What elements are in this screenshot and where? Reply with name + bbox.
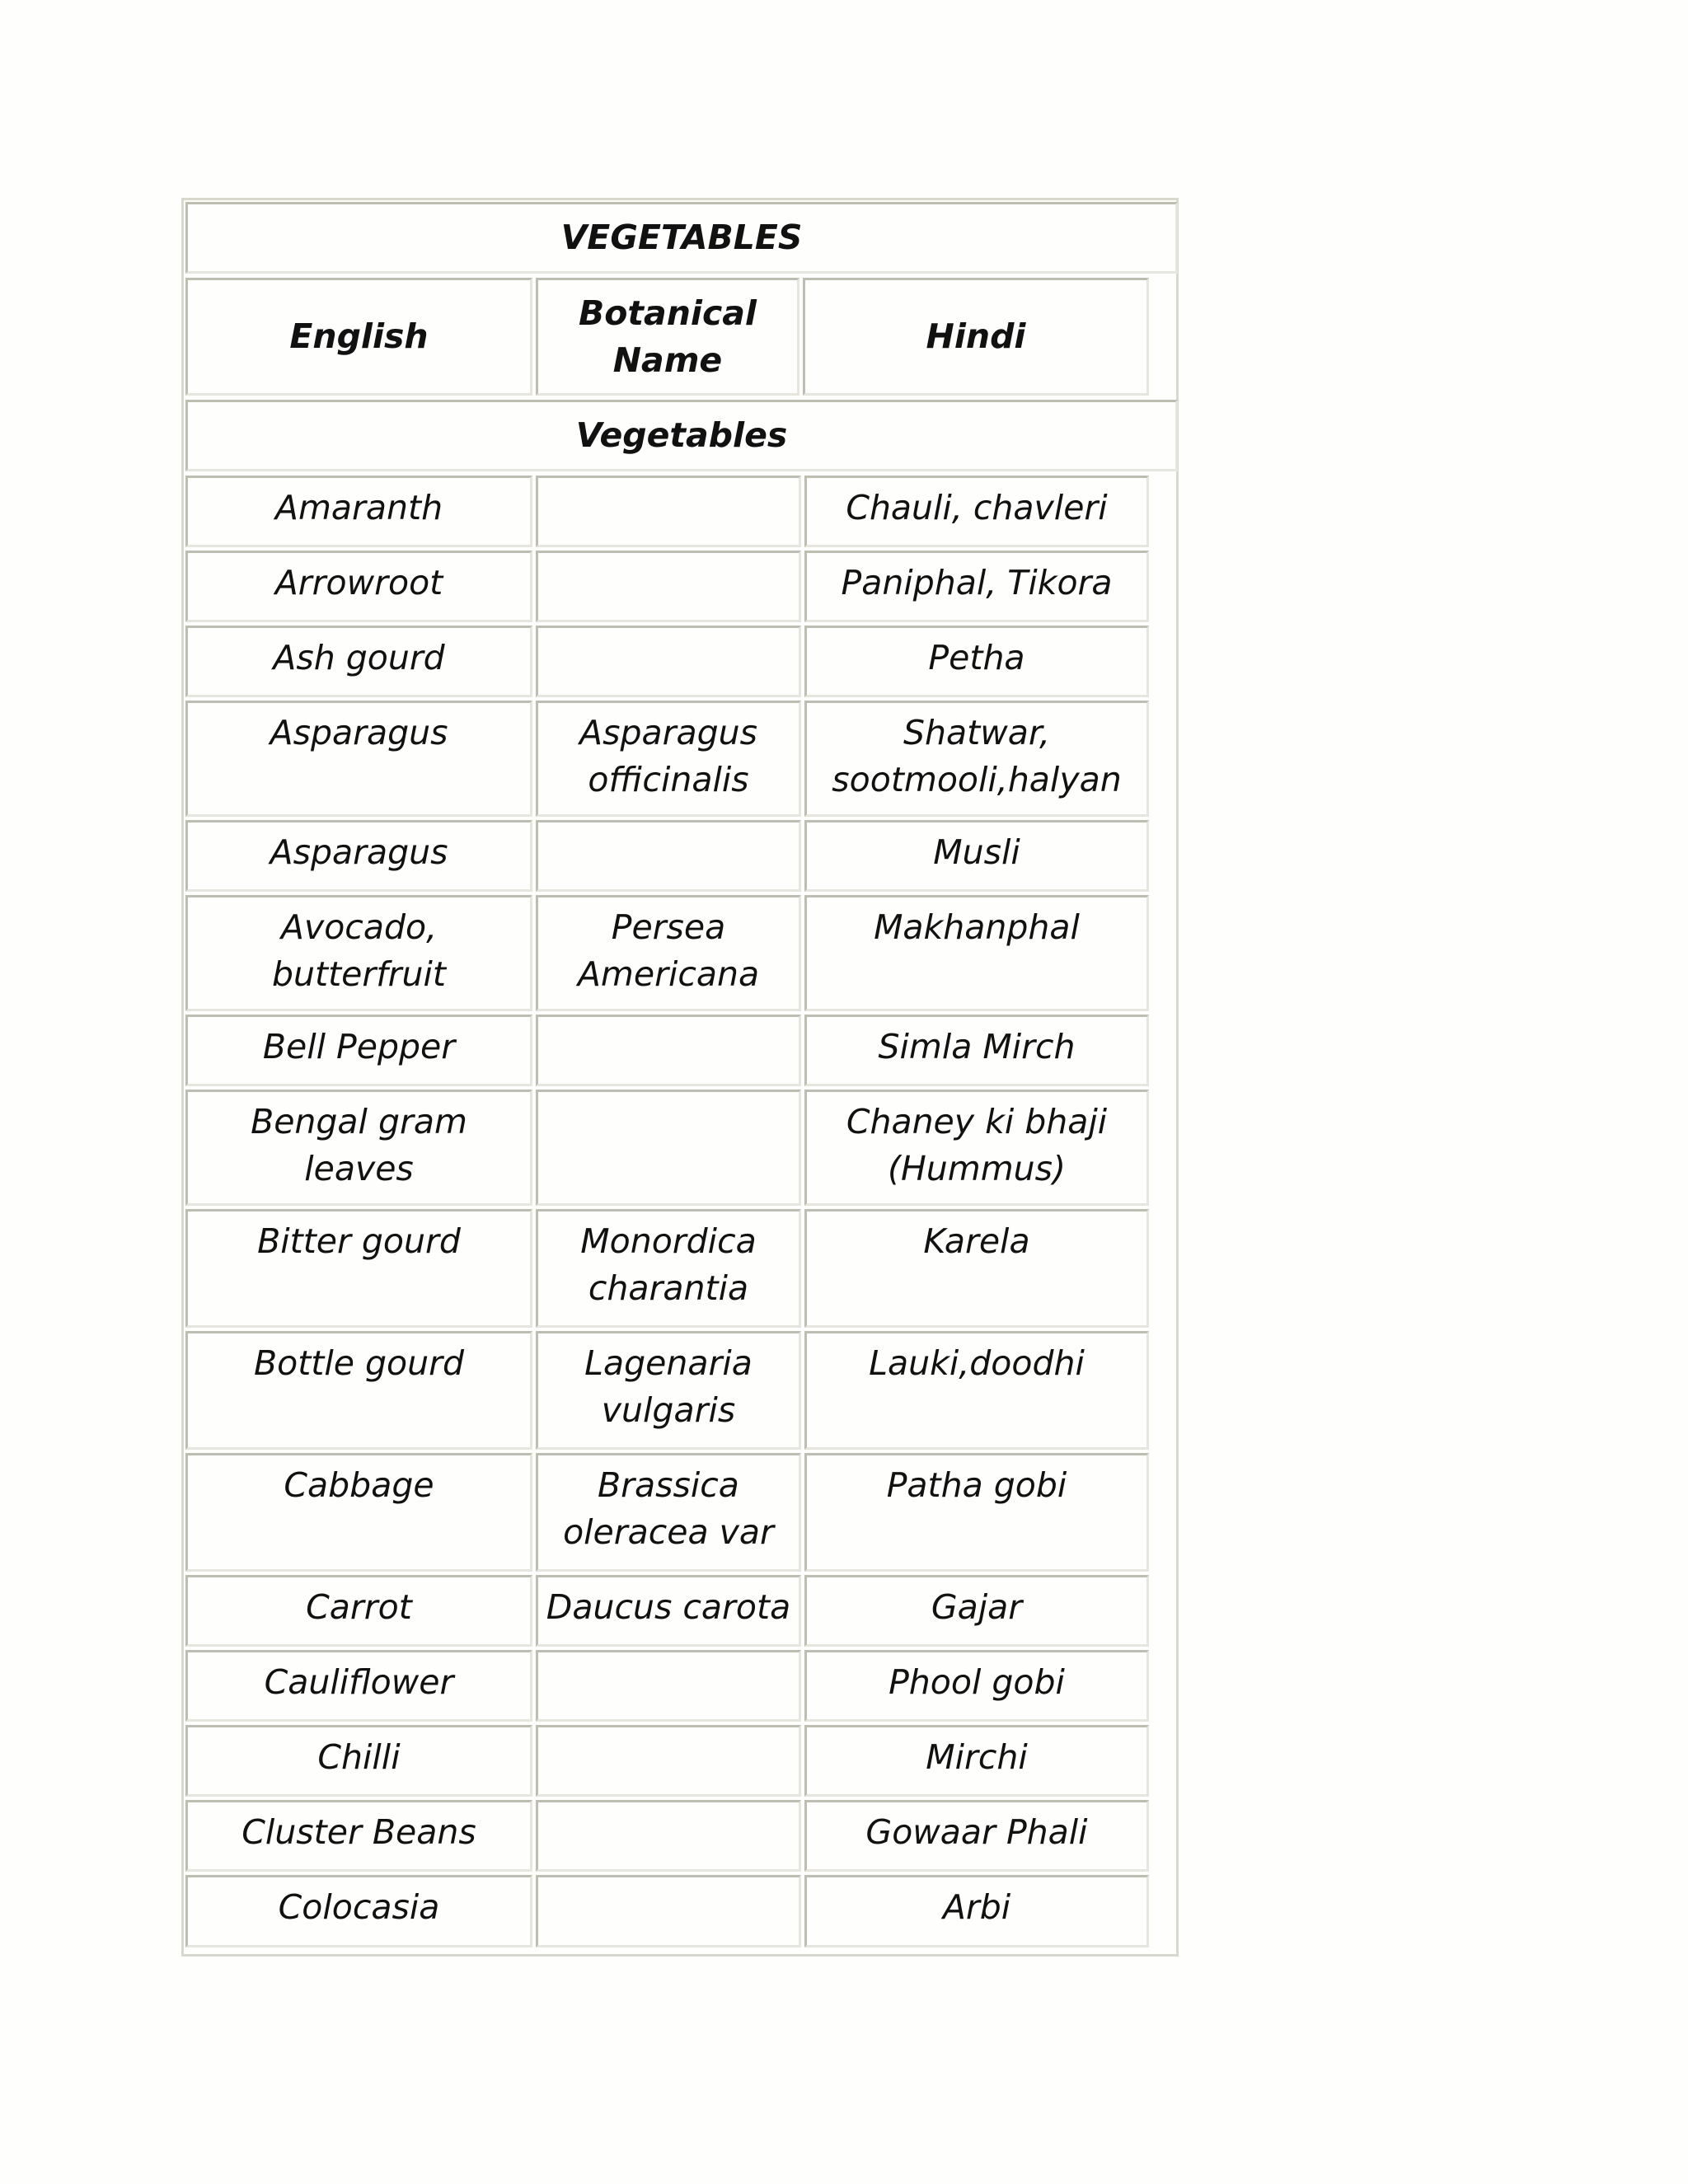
cell-text-english: Bell Pepper: [262, 1027, 456, 1066]
cell-text-english: Avocado, butterfruit: [272, 907, 446, 994]
table-cell-botanical: [536, 551, 801, 622]
cell-text-english: Arrowroot: [274, 563, 443, 602]
cell-text-hindi: Paniphal, Tikora: [841, 563, 1113, 602]
table-cell-botanical: [536, 1331, 801, 1450]
table-cell-english: [185, 1800, 532, 1872]
table-cell-english: [185, 1015, 532, 1086]
table-cell-english: [185, 1453, 532, 1572]
table-cell-english: [185, 476, 532, 547]
table-cell-english: [185, 551, 532, 622]
table-cell-botanical: [536, 1575, 801, 1647]
table-cell-english: [185, 1575, 532, 1647]
cell-text-botanical: Persea Americana: [577, 907, 760, 994]
table-cell-english: [185, 1725, 532, 1797]
table-cell-hindi: [804, 895, 1149, 1011]
cell-text-hindi: Simla Mirch: [878, 1027, 1076, 1066]
cell-text-english: Ash gourd: [273, 638, 445, 677]
table-title-text: VEGETABLES: [560, 218, 803, 257]
cell-text-hindi: Mirchi: [926, 1737, 1028, 1777]
cell-text-english: Chilli: [317, 1737, 401, 1777]
cell-text-hindi: Gajar: [931, 1587, 1023, 1627]
table-cell-english: [185, 701, 532, 817]
cell-text-english: Asparagus: [270, 832, 448, 872]
table-cell-hindi: [804, 1090, 1149, 1206]
table-cell-botanical: [536, 1650, 801, 1722]
header-hindi: [803, 278, 1149, 396]
table-cell-english: [185, 1650, 532, 1722]
cell-text-hindi: Patha gobi: [886, 1465, 1067, 1505]
table-cell-english: [185, 895, 532, 1011]
cell-text-english: Cauliflower: [264, 1662, 454, 1702]
cell-text-english: Bottle gourd: [254, 1343, 464, 1383]
table-cell-hindi: [804, 1575, 1149, 1647]
table-cell-botanical: [536, 820, 801, 892]
table-cell-botanical: [536, 701, 801, 817]
table-cell-english: [185, 1875, 532, 1947]
cell-text-hindi: Lauki,doodhi: [869, 1343, 1085, 1383]
table-cell-hindi: [804, 551, 1149, 622]
section-title: [185, 400, 1178, 471]
table-cell-english: [185, 1090, 532, 1206]
cell-text-hindi: Phool gobi: [889, 1662, 1065, 1702]
cell-text-hindi: Gowaar Phali: [865, 1812, 1088, 1852]
table-cell-hindi: [804, 701, 1149, 817]
section-title-text: Vegetables: [575, 415, 788, 455]
table-cell-botanical: [536, 895, 801, 1011]
table-cell-botanical: [536, 1090, 801, 1206]
cell-text-botanical: Asparagus officinalis: [579, 713, 757, 799]
table-cell-hindi: [804, 1800, 1149, 1872]
header-botanical-text: Botanical Name: [579, 293, 757, 380]
table-cell-botanical: [536, 476, 801, 547]
cell-text-hindi: Shatwar, sootmooli,halyan: [832, 713, 1122, 799]
table-cell-botanical: [536, 626, 801, 697]
table-cell-botanical: [536, 1209, 801, 1328]
cell-text-botanical: Daucus carota: [546, 1587, 791, 1627]
cell-text-english: Colocasia: [278, 1887, 440, 1927]
cell-text-english: Bitter gourd: [257, 1221, 461, 1261]
cell-text-hindi: Arbi: [942, 1887, 1011, 1927]
table-cell-hindi: [804, 1331, 1149, 1450]
table-cell-english: [185, 1209, 532, 1328]
cell-text-hindi: Chaney ki bhaji (Hummus): [846, 1102, 1108, 1188]
table-cell-hindi: [804, 1209, 1149, 1328]
cell-text-botanical: Lagenaria vulgaris: [584, 1343, 753, 1430]
table-cell-english: [185, 820, 532, 892]
cell-text-english: Asparagus: [270, 713, 448, 752]
cell-text-english: Amaranth: [274, 488, 443, 527]
table-cell-hindi: [804, 1725, 1149, 1797]
cell-text-english: Cabbage: [284, 1465, 434, 1505]
header-hindi-text: Hindi: [926, 316, 1026, 356]
cell-text-botanical: Brassica oleracea var: [563, 1465, 774, 1552]
cell-text-english: Carrot: [306, 1587, 412, 1627]
header-english: [185, 278, 532, 396]
table-cell-botanical: [536, 1725, 801, 1797]
cell-text-hindi: Makhanphal: [874, 907, 1080, 947]
cell-text-botanical: Monordica charantia: [580, 1221, 757, 1308]
cell-text-hindi: Musli: [933, 832, 1020, 872]
table-cell-hindi: [804, 1875, 1149, 1947]
cell-text-hindi: Karela: [923, 1221, 1030, 1261]
cell-text-english: Cluster Beans: [241, 1812, 476, 1852]
table-cell-hindi: [804, 1650, 1149, 1722]
table-cell-hindi: [804, 626, 1149, 697]
table-cell-hindi: [804, 820, 1149, 892]
cell-text-english: Bengal gram leaves: [251, 1102, 467, 1188]
cell-text-hindi: Chauli, chavleri: [846, 488, 1108, 527]
table-title: [185, 202, 1178, 274]
header-english-text: English: [289, 316, 429, 356]
table-cell-botanical: [536, 1875, 801, 1947]
header-botanical: [536, 278, 799, 396]
table-cell-hindi: [804, 476, 1149, 547]
table-cell-botanical: [536, 1800, 801, 1872]
table-cell-hindi: [804, 1453, 1149, 1572]
table-cell-botanical: [536, 1015, 801, 1086]
table-cell-botanical: [536, 1453, 801, 1572]
table-cell-english: [185, 626, 532, 697]
table-cell-english: [185, 1331, 532, 1450]
table-cell-hindi: [804, 1015, 1149, 1086]
cell-text-hindi: Petha: [928, 638, 1025, 677]
